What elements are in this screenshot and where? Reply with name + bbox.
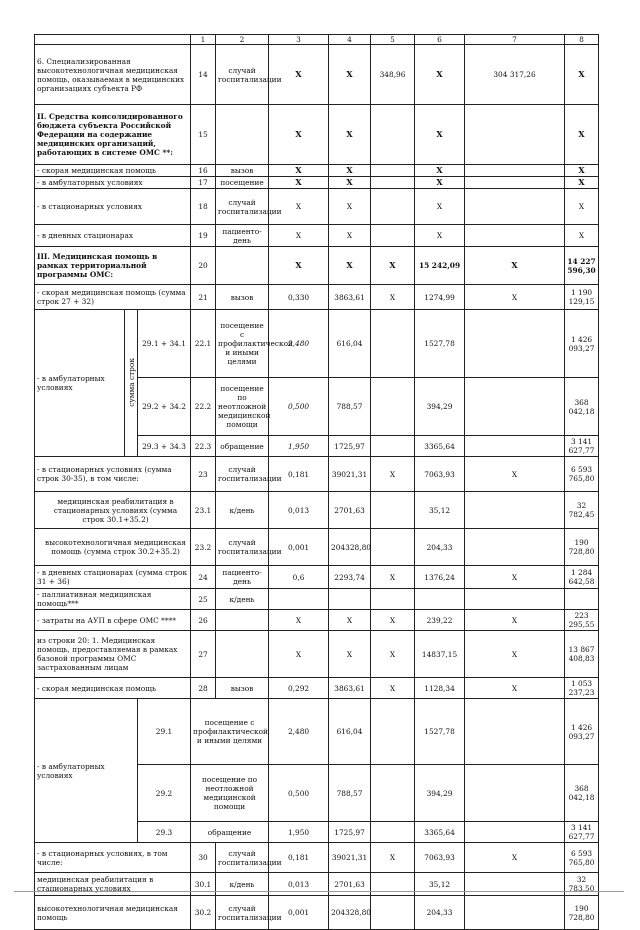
sum-formula: 29.1 + 34.1	[138, 310, 191, 378]
value-cell: 3365,64	[415, 822, 465, 843]
value-cell	[465, 589, 565, 610]
row-label: - паллиативная медицинская помощь***	[35, 589, 191, 610]
value-cell: 2701,63	[329, 873, 371, 896]
row-number: 18	[191, 189, 216, 225]
value-cell: X	[329, 45, 371, 105]
row-label: медицинская реабилитация в стационарных условиях	[35, 873, 191, 896]
value-cell	[371, 589, 415, 610]
value-cell: X	[269, 45, 329, 105]
row-label: - в дневных стационарах	[35, 225, 191, 247]
value-cell: X	[371, 566, 415, 589]
value-cell: X	[269, 189, 329, 225]
value-cell: 0,001	[269, 896, 329, 930]
value-cell: X	[565, 189, 599, 225]
value-cell: 0,001	[269, 529, 329, 566]
value-cell: 1,950	[269, 436, 329, 457]
row-number: 30	[191, 843, 216, 873]
value-cell	[465, 492, 565, 529]
unit-cell: пациенто-день	[216, 566, 269, 589]
value-cell: 3863,61	[329, 678, 371, 699]
table-row	[35, 189, 599, 225]
value-cell	[465, 529, 565, 566]
value-cell: 3863,61	[329, 285, 371, 310]
row-number: 30.1	[191, 873, 216, 896]
value-cell: 190 728,80	[565, 896, 599, 930]
unit-cell	[216, 105, 269, 165]
row-label: - в дневных стационарах (сумма строк 31 + 36)	[35, 566, 191, 589]
unit-cell: к/день	[216, 589, 269, 610]
value-cell: 32 782,45	[565, 492, 599, 529]
value-cell: 7063,93	[415, 457, 465, 492]
row-number: 20	[191, 247, 216, 285]
sum-formula: 29.3 + 34.3	[138, 436, 191, 457]
value-cell	[371, 492, 415, 529]
value-cell: X	[329, 610, 371, 631]
value-cell: X	[329, 177, 371, 189]
unit-cell: обращение	[216, 436, 269, 457]
value-cell: 2293,74	[329, 566, 371, 589]
unit-cell: к/день	[216, 873, 269, 896]
value-cell	[465, 436, 565, 457]
table-row	[35, 285, 599, 310]
page-bottom-rule	[14, 891, 624, 892]
value-cell: 190 728,80	[565, 529, 599, 566]
row-number: 24	[191, 566, 216, 589]
header-cell: 6	[415, 35, 465, 45]
row-label: III. Медицинская помощь в рамках территориальной программы ОМС:	[35, 247, 191, 285]
value-cell: 2701,63	[329, 492, 371, 529]
value-cell	[371, 310, 415, 378]
row-number: 30.2	[191, 896, 216, 930]
value-cell	[371, 177, 415, 189]
table-row	[35, 699, 599, 765]
unit-cell: случай госпитализации	[216, 189, 269, 225]
table-row	[35, 843, 599, 873]
unit-cell: посещение	[216, 177, 269, 189]
table-row	[35, 310, 599, 378]
value-cell: 394,29	[415, 765, 465, 822]
table-row	[35, 177, 599, 189]
value-cell: 368 042,18	[565, 765, 599, 822]
value-cell: 6 593 765,80	[565, 457, 599, 492]
value-cell: 204328,80	[329, 896, 371, 930]
unit-cell: случай госпитализации	[216, 457, 269, 492]
value-cell: 394,29	[415, 378, 465, 436]
unit-cell: пациенто-день	[216, 225, 269, 247]
value-cell: 2,480	[269, 310, 329, 378]
value-cell: 1,950	[269, 822, 329, 843]
value-cell: X	[465, 610, 565, 631]
unit-cell: посещение с профилактической и иными целями	[216, 310, 269, 378]
row-number: 17	[191, 177, 216, 189]
value-cell: X	[329, 105, 371, 165]
unit-cell	[216, 610, 269, 631]
header-cell: 5	[371, 35, 415, 45]
unit-cell: посещение по неотложной медицинской помощи	[216, 378, 269, 436]
value-cell: 3 141 627,77	[565, 822, 599, 843]
value-cell: X	[371, 285, 415, 310]
row-number: 15	[191, 105, 216, 165]
row-label: - скорая медицинская помощь (сумма строк 27 + 32)	[35, 285, 191, 310]
row-number: 29.3	[138, 822, 191, 843]
table-row	[35, 566, 599, 589]
row-number: 16	[191, 165, 216, 177]
value-cell: 1527,78	[415, 310, 465, 378]
row-label: - скорая медицинская помощь	[35, 165, 191, 177]
value-cell: 39021,31	[329, 843, 371, 873]
value-cell: 15 242,09	[415, 247, 465, 285]
value-cell	[371, 378, 415, 436]
value-cell: X	[371, 247, 415, 285]
value-cell: 788,57	[329, 765, 371, 822]
table-row	[35, 105, 599, 165]
value-cell: 204,33	[415, 896, 465, 930]
value-cell: X	[565, 177, 599, 189]
row-label: - в амбулаторных условиях	[35, 310, 125, 457]
value-cell: 239,22	[415, 610, 465, 631]
value-cell: 3 141 627,77	[565, 436, 599, 457]
value-cell: X	[371, 457, 415, 492]
value-cell: 1376,24	[415, 566, 465, 589]
unit-cell: вызов	[216, 678, 269, 699]
value-cell: 35,12	[415, 873, 465, 896]
unit-cell: вызов	[216, 165, 269, 177]
row-number: 29.1	[138, 699, 191, 765]
value-cell	[465, 177, 565, 189]
value-cell: X	[269, 225, 329, 247]
row-label: 6. Специализированная высокотехнологичная медицинская помощь, оказываемая в медицинских организациях субъекта РФ	[35, 45, 191, 105]
table-row	[35, 896, 599, 930]
value-cell: X	[371, 678, 415, 699]
row-number: 29.2	[138, 765, 191, 822]
row-number: 25	[191, 589, 216, 610]
rotated-label-text: сумма строк	[126, 357, 136, 407]
header-cell: 7	[465, 35, 565, 45]
row-number: 23	[191, 457, 216, 492]
value-cell	[415, 589, 465, 610]
row-label: высокотехнологичная медицинская помощь	[35, 896, 191, 930]
value-cell: X	[329, 247, 371, 285]
value-cell: 0,181	[269, 843, 329, 873]
value-cell: 204,33	[415, 529, 465, 566]
unit-cell: случай госпитализации	[216, 843, 269, 873]
unit-cell: вызов	[216, 285, 269, 310]
value-cell: X	[465, 631, 565, 678]
value-cell	[371, 189, 415, 225]
row-number: 28	[191, 678, 216, 699]
value-cell: 0,181	[269, 457, 329, 492]
value-cell: 1274,99	[415, 285, 465, 310]
unit-cell	[216, 631, 269, 678]
table-row	[35, 45, 599, 105]
row-label: - в амбулаторных условиях	[35, 177, 191, 189]
row-label: из строки 20: 1. Медицинская помощь, предоставляемая в рамках базовой программы ОМС застрахованным лицам	[35, 631, 191, 678]
value-cell	[465, 378, 565, 436]
value-cell: X	[329, 631, 371, 678]
unit-cell: случай госпитализации	[216, 529, 269, 566]
unit-cell	[216, 247, 269, 285]
header-cell-label	[35, 35, 191, 45]
value-cell: X	[415, 189, 465, 225]
value-cell	[465, 765, 565, 822]
table-row	[35, 492, 599, 529]
value-cell: 1725,97	[329, 436, 371, 457]
value-cell	[465, 225, 565, 247]
row-number: 22.3	[191, 436, 216, 457]
unit-cell: посещение по неотложной медицинской помощи	[191, 765, 269, 822]
table-row	[35, 247, 599, 285]
value-cell: X	[269, 631, 329, 678]
value-cell	[329, 589, 371, 610]
table-row	[35, 589, 599, 610]
value-cell: 204328,80	[329, 529, 371, 566]
value-cell: 35,12	[415, 492, 465, 529]
value-cell	[371, 765, 415, 822]
row-number: 23.1	[191, 492, 216, 529]
value-cell: X	[415, 165, 465, 177]
value-cell: X	[269, 105, 329, 165]
header-cell: 3	[269, 35, 329, 45]
row-label: - в амбулаторных условиях	[35, 699, 138, 843]
value-cell: 1725,97	[329, 822, 371, 843]
value-cell: X	[565, 105, 599, 165]
value-cell	[371, 165, 415, 177]
value-cell	[465, 699, 565, 765]
value-cell: 14837,15	[415, 631, 465, 678]
table-row	[35, 529, 599, 566]
value-cell: 13 867 408,83	[565, 631, 599, 678]
row-number: 23.2	[191, 529, 216, 566]
value-cell: 1128,34	[415, 678, 465, 699]
value-cell: X	[371, 843, 415, 873]
value-cell: X	[465, 247, 565, 285]
value-cell: X	[415, 45, 465, 105]
value-cell: X	[371, 631, 415, 678]
rotated-label	[125, 310, 138, 457]
value-cell: 1527,78	[415, 699, 465, 765]
table-row	[35, 457, 599, 492]
value-cell	[371, 529, 415, 566]
row-label: - в стационарных условиях	[35, 189, 191, 225]
value-cell: 1 053 237,23	[565, 678, 599, 699]
value-cell: 348,96	[371, 45, 415, 105]
value-cell: 0,500	[269, 765, 329, 822]
table-row	[35, 631, 599, 678]
value-cell: 32 783,50	[565, 873, 599, 896]
value-cell	[371, 822, 415, 843]
header-cell: 2	[216, 35, 269, 45]
value-cell: 6 593 765,80	[565, 843, 599, 873]
value-cell: 0,013	[269, 873, 329, 896]
row-label: - затраты на АУП в сфере ОМС ****	[35, 610, 191, 631]
value-cell: 1 284 642,58	[565, 566, 599, 589]
table-row	[35, 610, 599, 631]
row-number: 21	[191, 285, 216, 310]
value-cell: 7063,93	[415, 843, 465, 873]
value-cell: 1 190 129,15	[565, 285, 599, 310]
value-cell: X	[329, 189, 371, 225]
table-row	[35, 873, 599, 896]
value-cell: 14 227 596,30	[565, 247, 599, 285]
value-cell	[371, 699, 415, 765]
value-cell: X	[415, 177, 465, 189]
value-cell: X	[465, 566, 565, 589]
value-cell: X	[269, 165, 329, 177]
row-label: медицинская реабилитация в стационарных условиях (сумма строк 30.1+35.2)	[35, 492, 191, 529]
value-cell: 0,292	[269, 678, 329, 699]
value-cell	[465, 165, 565, 177]
value-cell: 39021,31	[329, 457, 371, 492]
sum-formula: 29.2 + 34.2	[138, 378, 191, 436]
value-cell: 3365,64	[415, 436, 465, 457]
value-cell: X	[329, 225, 371, 247]
value-cell: X	[269, 247, 329, 285]
value-cell	[465, 822, 565, 843]
value-cell	[371, 105, 415, 165]
value-cell: X	[371, 610, 415, 631]
value-cell	[371, 436, 415, 457]
row-number: 26	[191, 610, 216, 631]
value-cell: 0,013	[269, 492, 329, 529]
row-label: - скорая медицинская помощь	[35, 678, 191, 699]
value-cell	[465, 105, 565, 165]
table-row	[35, 225, 599, 247]
value-cell: X	[465, 457, 565, 492]
row-label: II. Средства консолидированного бюджета субъекта Российской Федерации на содержание медицинских организаций, работающих в системе ОМС **:	[35, 105, 191, 165]
document-page	[34, 34, 598, 930]
value-cell	[269, 589, 329, 610]
value-cell: 2,480	[269, 699, 329, 765]
row-label: высокотехнологичная медицинская помощь (сумма строк 30.2+35.2)	[35, 529, 191, 566]
header-cell: 1	[191, 35, 216, 45]
table-row	[35, 678, 599, 699]
value-cell: 1 426 093,27	[565, 310, 599, 378]
table-row	[35, 165, 599, 177]
row-number: 22.1	[191, 310, 216, 378]
value-cell: X	[565, 165, 599, 177]
unit-cell: посещение с профилактической и иными целями	[191, 699, 269, 765]
row-number: 27	[191, 631, 216, 678]
value-cell: 368 042,18	[565, 378, 599, 436]
value-cell: 616,04	[329, 699, 371, 765]
value-cell	[465, 873, 565, 896]
value-cell	[371, 896, 415, 930]
value-cell: 788,57	[329, 378, 371, 436]
value-cell: X	[269, 610, 329, 631]
row-number: 22.2	[191, 378, 216, 436]
value-cell	[465, 896, 565, 930]
value-cell: X	[465, 843, 565, 873]
header-cell: 4	[329, 35, 371, 45]
unit-cell: случай госпитализации	[216, 45, 269, 105]
row-number: 19	[191, 225, 216, 247]
value-cell: X	[465, 285, 565, 310]
unit-cell: обращение	[191, 822, 269, 843]
value-cell	[371, 225, 415, 247]
value-cell: 616,04	[329, 310, 371, 378]
value-cell: 223 295,55	[565, 610, 599, 631]
row-label: - в стационарных условиях (сумма строк 30-35), в том числе:	[35, 457, 191, 492]
value-cell: 0,330	[269, 285, 329, 310]
value-cell: 0,500	[269, 378, 329, 436]
value-cell	[465, 310, 565, 378]
row-label: - в стационарных условиях, в том числе:	[35, 843, 191, 873]
unit-cell: к/день	[216, 492, 269, 529]
value-cell	[465, 189, 565, 225]
value-cell: X	[269, 177, 329, 189]
column-number-row	[35, 35, 599, 45]
value-cell: 304 317,26	[465, 45, 565, 105]
value-cell: X	[565, 45, 599, 105]
value-cell: X	[415, 225, 465, 247]
unit-cell: случай госпитализации	[216, 896, 269, 930]
row-number: 14	[191, 45, 216, 105]
value-cell: X	[565, 225, 599, 247]
header-cell: 8	[565, 35, 599, 45]
value-cell	[565, 589, 599, 610]
financing-table	[34, 34, 599, 930]
value-cell: X	[329, 165, 371, 177]
value-cell: X	[465, 678, 565, 699]
value-cell: 0,6	[269, 566, 329, 589]
value-cell: 1 426 093,27	[565, 699, 599, 765]
value-cell: X	[415, 105, 465, 165]
value-cell	[371, 873, 415, 896]
